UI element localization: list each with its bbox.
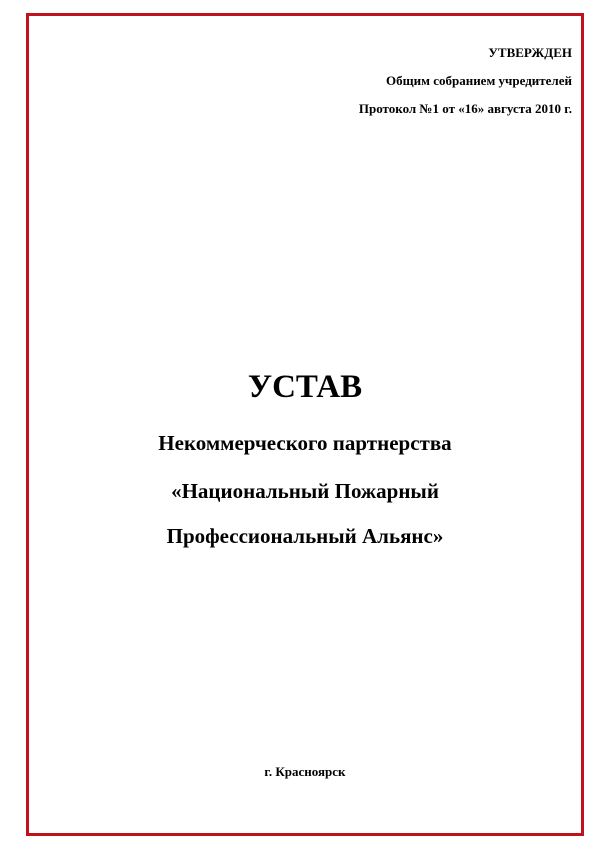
organization-type: Некоммерческого партнерства <box>158 431 452 455</box>
organization-name-line-2: Профессиональный Альянс» <box>166 524 444 548</box>
approval-protocol: Протокол №1 от «16» августа 2010 г. <box>358 101 572 116</box>
page-border-frame <box>26 13 584 836</box>
approval-block <box>359 46 572 130</box>
organization-name-line-1: «Национальный Пожарный <box>171 479 439 503</box>
document-title: УСТАВ <box>247 369 363 405</box>
approval-status: УТВЕРЖДЕН <box>488 45 572 60</box>
approval-authority: Общим собранием учредителей <box>386 73 572 88</box>
city-label: г. Красноярск <box>264 764 346 779</box>
